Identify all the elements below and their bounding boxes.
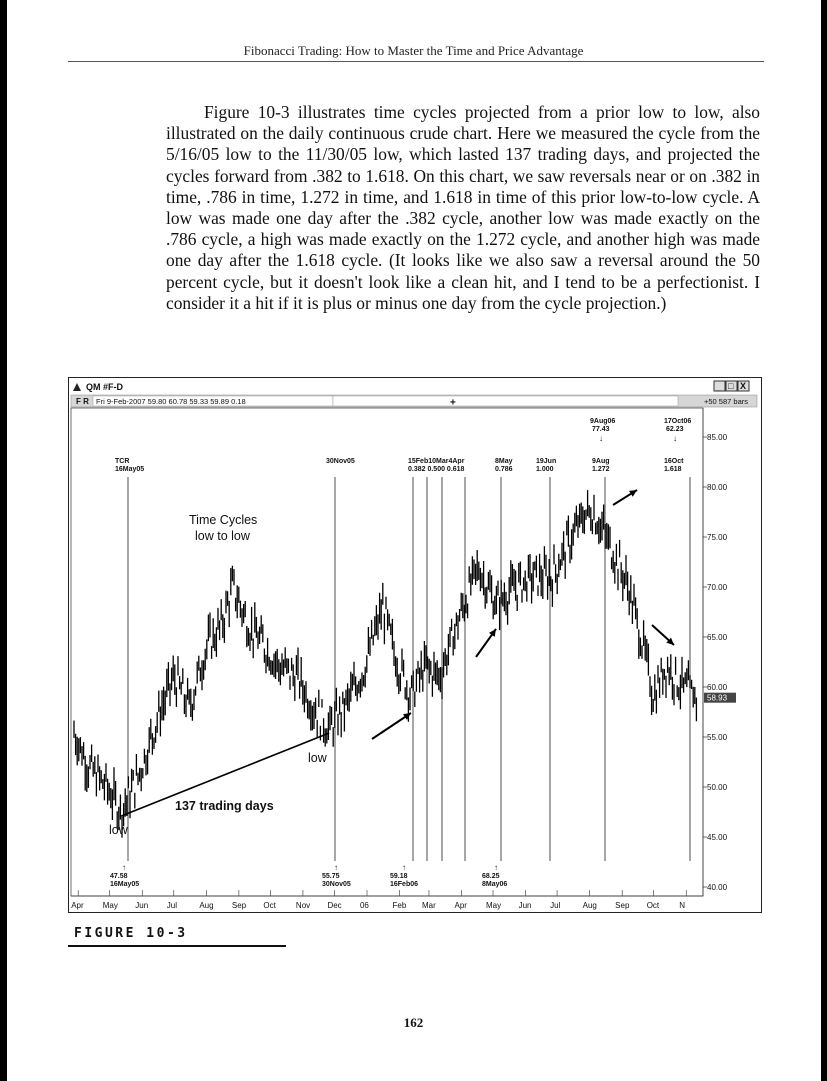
trading-days-label: 137 trading days xyxy=(175,799,274,813)
price-tick-label: 40.00 xyxy=(707,883,728,892)
left-edge-shadow xyxy=(0,0,7,1081)
bottom-annotation-date: 16Feb06 xyxy=(390,881,419,888)
month-tick-label: Aug xyxy=(199,901,214,910)
top-annotation-price: 77.43 xyxy=(592,426,610,433)
month-tick-label: Oct xyxy=(646,901,660,910)
cycle-ratio-label: 1.000 xyxy=(536,466,554,473)
toolbar-blank xyxy=(333,396,678,406)
top-annotation-date: 9Aug06 xyxy=(590,418,616,425)
caption-rule xyxy=(68,945,286,947)
cycle-ratio-label: 16May05 xyxy=(115,466,145,473)
bottom-annotation-date: 30Nov05 xyxy=(322,881,351,888)
month-tick-label: Apr xyxy=(71,901,84,910)
cycle-date-label: TCR xyxy=(115,458,130,465)
price-tick-label: 60.00 xyxy=(707,683,728,692)
quote-readout: Fri 9-Feb-2007 59.80 60.78 59.33 59.89 0.18 xyxy=(96,397,246,406)
body-paragraph: Figure 10-3 illustrates time cycles projected from a prior low to low, also illustrated on the daily continuous crude chart. Here we measured the cycle from the 5/16/05 low to the 11/30/05 low, which lasted 137 trading days, and projected the cycles forward from .382 to 1.618. On this chart, we saw reversals near or on .382 in time, .786 in time, 1.272 in time, and 1.618 in time of this prior low-to-low cycle. A low was made one day after the .382 cycle, another low was made exactly on the .786 cycle, a high was made exactly on the 1.272 cycle, and another high was made one day after the 1.618 cycle. (It looks like we also saw a reversal around the 50 percent cycle, but it doesn't look like a clean hit, and I tend to be a perfectionist. I consider it a hit if it is plus or minus one day from the cycle projection.) xyxy=(166,102,760,313)
top-annotation-date: 17Oct06 xyxy=(664,418,692,425)
toolbar-fr[interactable]: F R xyxy=(76,397,89,406)
bottom-annotation-price: 68.25 xyxy=(482,873,500,880)
month-tick-label: May xyxy=(486,901,502,910)
figure-caption: FIGURE 10-3 xyxy=(74,926,188,941)
price-tick-label: 75.00 xyxy=(707,533,728,542)
month-tick-label: Aug xyxy=(582,901,597,910)
price-tick-label: 65.00 xyxy=(707,633,728,642)
month-tick-label: Mar xyxy=(421,901,436,910)
month-tick-label: May xyxy=(102,901,118,910)
price-tick-label: 85.00 xyxy=(707,433,728,442)
low-to-low-label: low to low xyxy=(195,529,250,543)
month-tick-label: Apr xyxy=(454,901,467,910)
window-title: QM #F-D xyxy=(86,382,123,392)
bars-info: +50 587 bars xyxy=(704,397,748,406)
page-number: 162 xyxy=(403,1015,424,1030)
price-tick-label: 45.00 xyxy=(707,833,728,842)
low-label-nov: low xyxy=(308,751,327,765)
bottom-annotation-price: 47.58 xyxy=(110,873,128,880)
right-edge-shadow xyxy=(821,0,827,1081)
cycle-date-label: 9Aug xyxy=(592,458,610,465)
up-arrow-icon: ↑ xyxy=(494,863,498,872)
cycle-ratio-label: 0.382 0.500 0.618 xyxy=(408,466,465,473)
month-tick-label: Sep xyxy=(231,901,247,910)
price-tick-label: 80.00 xyxy=(707,483,728,492)
price-tick-label: 70.00 xyxy=(707,583,728,592)
month-tick-label: Jul xyxy=(166,901,178,910)
month-tick-label: N xyxy=(679,901,686,910)
running-head: Fibonacci Trading: How to Master the Time and Price Advantage xyxy=(243,43,584,58)
month-tick-label: Oct xyxy=(263,901,276,910)
time-cycles-label: Time Cycles xyxy=(189,513,258,527)
cycle-date-label: 19Jun xyxy=(536,458,557,465)
month-tick-label: Dec xyxy=(327,901,342,910)
month-tick-label: Sep xyxy=(615,901,630,910)
cycle-date-label: 16Oct xyxy=(664,458,684,465)
month-tick-label: Jun xyxy=(135,901,149,910)
month-tick-label: 06 xyxy=(359,901,369,910)
up-arrow-icon: ↑ xyxy=(334,863,338,872)
down-arrow-icon: ↓ xyxy=(673,434,677,443)
cycle-ratio-label: 1.618 xyxy=(664,466,682,473)
cycle-date-label: 30Nov05 xyxy=(326,458,355,465)
cycle-ratio-label: 0.786 xyxy=(495,466,513,473)
month-tick-label: Jun xyxy=(518,901,532,910)
close-icon: X xyxy=(740,381,747,391)
price-tick-label: 50.00 xyxy=(707,783,728,792)
cycle-date-label: 8May xyxy=(495,458,513,465)
cycle-ratio-label: 1.272 xyxy=(592,466,610,473)
bottom-annotation-date: 16May05 xyxy=(110,881,140,888)
bottom-annotation-price: 59.18 xyxy=(390,873,408,880)
bottom-annotation-price: 55.75 xyxy=(322,873,340,880)
header-rule xyxy=(68,61,764,62)
bottom-annotation-date: 8May06 xyxy=(482,881,508,888)
up-arrow-icon: ↑ xyxy=(122,863,126,872)
price-tick-label: 55.00 xyxy=(707,733,728,742)
top-annotation-price: 62.23 xyxy=(666,426,684,433)
price-chart-svg xyxy=(68,377,762,913)
up-arrow-icon: ↑ xyxy=(402,863,406,872)
chart-toolbar xyxy=(71,395,757,409)
minimize-icon: _ xyxy=(716,381,722,391)
plot-area xyxy=(71,408,703,896)
month-tick-label: Feb xyxy=(392,901,407,910)
low-label-may: low xyxy=(109,823,128,837)
month-tick-label: Nov xyxy=(295,901,311,910)
figure-chart xyxy=(68,377,762,913)
down-arrow-icon: ↓ xyxy=(599,434,603,443)
cycle-date-label: 15Feb10Mar4Apr xyxy=(408,458,465,465)
maximize-icon: □ xyxy=(728,381,734,391)
crosshair-icon[interactable]: + xyxy=(450,397,456,409)
last-price-label: 58.93 xyxy=(707,693,728,703)
month-tick-label: Jul xyxy=(550,901,561,910)
